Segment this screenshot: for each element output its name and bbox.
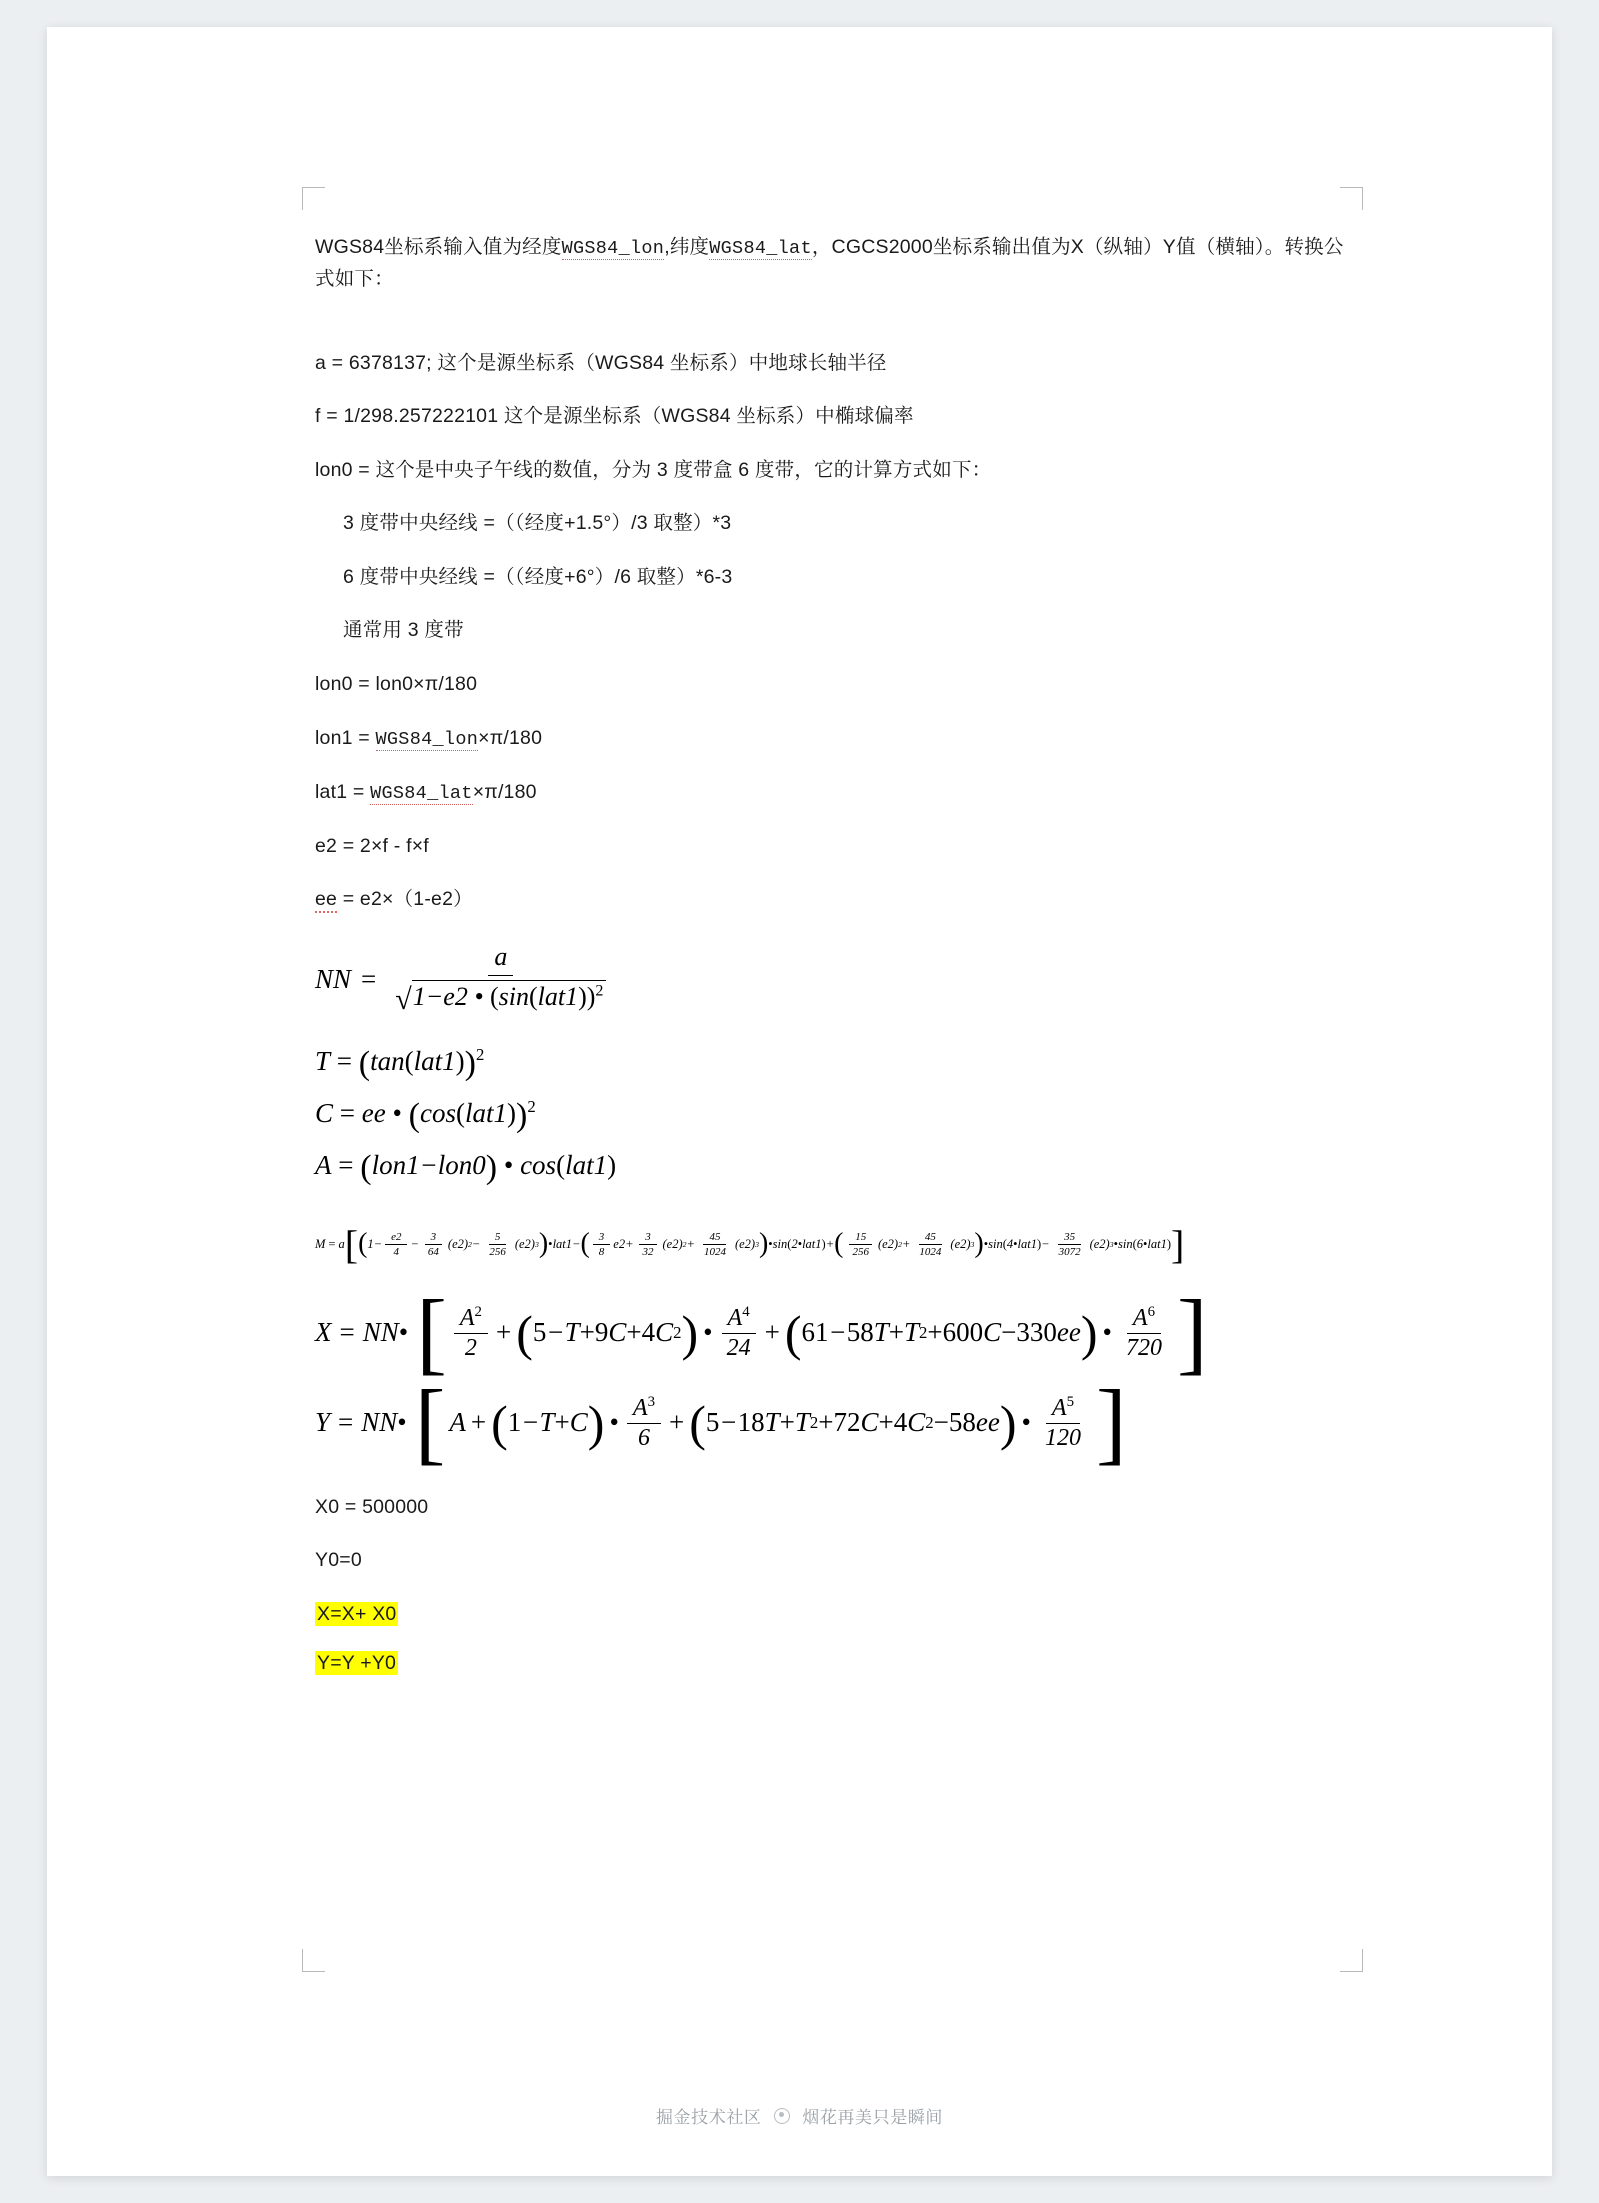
ee-token: ee xyxy=(315,888,337,913)
e2-calc-line: e2 = 2×f - f×f xyxy=(315,834,429,857)
token-wgs84-lat: WGS84_lat xyxy=(709,238,812,259)
y0-line: Y0=0 xyxy=(315,1549,362,1572)
intro-text-3: ，CGCS2000坐标系输出值为X（纵轴）Y值（横轴）。转换公式如下： xyxy=(315,236,1344,290)
intro-text-2: ,纬度 xyxy=(664,236,710,258)
lon1-prefix: lon1 = xyxy=(315,726,376,749)
formula-A: A = (lon1−lon0) • cos(lat1) xyxy=(315,1148,617,1186)
formula-T: $T = (\tan(lat1))^2$ xyxy=(315,1044,485,1082)
band3-line: 3 度带中央经线 =（（经度+1.5°）/3 取整）*3 xyxy=(343,512,732,535)
lon1-token: WGS84_lon xyxy=(375,728,479,750)
x0-line: X0 = 500000 xyxy=(315,1495,429,1518)
intro-paragraph xyxy=(315,232,1355,296)
document-content xyxy=(315,232,1355,1702)
crop-mark-top-right xyxy=(1340,187,1363,210)
document-page xyxy=(47,27,1552,2176)
lat1-token: WGS84_lat xyxy=(370,782,473,804)
formula-Y: Y = NN • [ A + ( 1 −T + C ) • $\frac{A^3}{6}$ + ( 5 − 18 T + T 2 +72 C +4 C 2 −58 ee ) • $\frac{A^5}{120}$ ] xyxy=(315,1371,1127,1474)
crop-mark-bottom-right xyxy=(1340,1949,1363,1972)
token-wgs84-lon: WGS84_lon xyxy=(561,238,665,259)
crop-mark-top-left xyxy=(302,187,325,210)
band6-line: 6 度带中央经线 =（（经度+6°）/6 取整）*6-3 xyxy=(343,565,733,588)
x-final-highlight: X=X+ X0 xyxy=(317,1602,397,1625)
ee-rest: = e2×（1-e2） xyxy=(337,888,473,911)
param-f-line: f = 1/298.257222101 这个是源坐标系（WGS84 坐标系）中椭球偏率 xyxy=(315,405,914,428)
param-lon0-line: lon0 = 这个是中央子午线的数值，分为 3 度带盒 6 度带，它的计算方式如下： xyxy=(315,458,992,481)
lon1-calc-line xyxy=(315,723,1355,755)
lat1-calc-line xyxy=(315,777,1355,809)
x-final-line xyxy=(315,1599,1355,1631)
ee-calc-line xyxy=(315,884,1355,916)
formula-X: X = NN • [ $\frac{A^2}{2}$ + ( 5 −T +9 C +4 C 2 ) • $\frac{A^4}{24}$ + ( 61 − 58 T + T 2 +600 C −330 ee ) • $\frac{A^6}{720}$ ] xyxy=(315,1281,1208,1384)
page-footer xyxy=(47,2103,1552,2128)
lat1-prefix: lat1 = xyxy=(315,780,371,803)
y-final-line xyxy=(315,1648,1355,1680)
formula-NN: NN = $\frac{a}{√1-e2 • (\sin(lat1))^2}$ xyxy=(315,942,1355,1023)
footer-site: 掘金技术社区 xyxy=(655,2108,762,2127)
at-icon xyxy=(774,2108,790,2124)
band-usual-line: 通常用 3 度带 xyxy=(343,619,464,642)
formula-M: M = a [ ( 1− $\frac{e2}{4}$ − $\frac{3}{64}$ (e2) 2 − $\frac{5}{256}$ (e2) 3 ) • lat1− ( $\frac{3}{8}$ e2+ $\frac{3}{32}$ (e2) 2 + $\frac{45}{1024}$ (e2) 3 ) • sin ( 2 • lat1 ) + ( $\frac{15}{256}$ (e2) 2 + $\frac{45}{1024}$ (e2) 3 ) • sin ( 4 • lat1 ) − $\frac{35}{3072}$ (e2) 3 • sin ( 6 • lat1 ) ] xyxy=(315,1221,1185,1267)
intro-text-1: WGS84坐标系输入值为经度 xyxy=(315,236,562,258)
formula-C: C = ee • $(\cos(lat1))^2$ xyxy=(315,1096,536,1134)
lat1-suffix: ×π/180 xyxy=(472,780,537,803)
lon0-calc-line: lon0 = lon0×π/180 xyxy=(315,673,478,696)
y-final-highlight: Y=Y +Y0 xyxy=(317,1652,397,1675)
footer-author: 烟花再美只是瞬间 xyxy=(802,2108,944,2127)
crop-mark-bottom-left xyxy=(302,1949,325,1972)
lon1-suffix: ×π/180 xyxy=(478,726,543,749)
param-a-line: a = 6378137; 这个是源坐标系（WGS84 坐标系）中地球长轴半径 xyxy=(315,351,887,374)
